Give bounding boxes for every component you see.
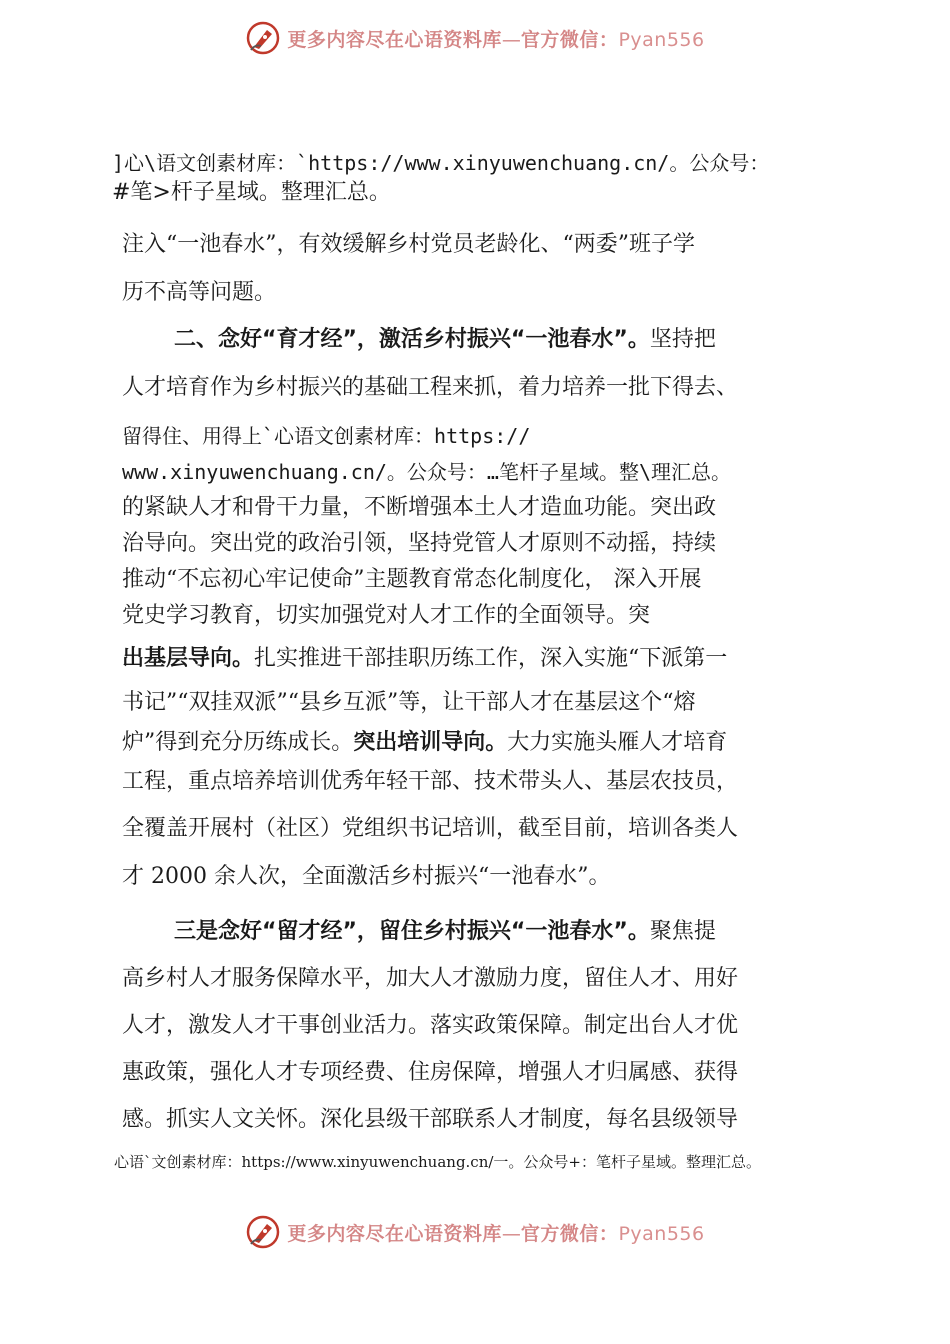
text-line: 留得住、用得上`心语文创素材库：https:// bbox=[122, 424, 531, 448]
banner-text bbox=[287, 25, 704, 52]
banner-separator: — bbox=[501, 1222, 521, 1245]
text-line: www.xinyuwenchuang.cn/。公众号：…笔杆子星域。整\理汇总。 bbox=[122, 460, 731, 484]
pen-nib-logo-icon bbox=[245, 20, 281, 56]
text-line: 书记”“双挂双派”“县乡互派”等，让干部人才在基层这个“熔 bbox=[122, 690, 696, 715]
banner-main-text: 更多内容尽在心语资料库 bbox=[287, 1222, 502, 1245]
text-line: 推动“不忘初心牢记使命”主题教育常态化制度化， 深入开展 bbox=[122, 567, 702, 592]
text-line: 人才培育作为乡村振兴的基础工程来抓，着力培养一批下得去、 bbox=[122, 375, 739, 400]
text-line: 治导向。突出党的政治引领，坚持党管人才原则不动摇，持续 bbox=[122, 531, 717, 556]
text-line: 注入“一池春水”，有效缓解乡村党员老龄化、“两委”班子学 bbox=[122, 232, 695, 257]
banner-text bbox=[287, 1219, 704, 1246]
footer-banner bbox=[0, 1212, 950, 1252]
banner-wechat-label: 官方微信： bbox=[520, 28, 619, 51]
banner-main-text: 更多内容尽在心语资料库 bbox=[287, 28, 502, 51]
pen-nib-logo-icon bbox=[245, 1214, 281, 1250]
text-line: 党史学习教育，切实加强党对人才工作的全面领导。突 bbox=[122, 603, 651, 628]
text-line: 惠政策，强化人才专项经费、住房保障，增强人才归属感、获得 bbox=[122, 1060, 739, 1085]
text-line: ]心\语文创素材库：`https://www.xinyuwenchuang.cn/。公众号： bbox=[112, 151, 770, 175]
text-line: #笔>杆子星域。整理汇总。 bbox=[112, 180, 391, 205]
text-line: 全覆盖开展村（社区）党组织书记培训，截至目前，培训各类人 bbox=[122, 816, 739, 841]
header-banner bbox=[0, 18, 950, 58]
section-heading-3: 三是念好“留才经”，留住乡村振兴“一池春水”。聚焦提 bbox=[174, 919, 716, 944]
banner-wechat-id: Pyan556 bbox=[618, 1222, 705, 1245]
banner-wechat-label: 官方微信： bbox=[520, 1222, 619, 1245]
banner-separator: — bbox=[501, 28, 521, 51]
section-heading-2: 二、念好“育才经”，激活乡村振兴“一池春水”。坚持把 bbox=[174, 327, 716, 352]
footer-note: 心语`文创素材库：https://www.xinyuwenchuang.cn/一。公众号+：笔杆子星域。整理汇总。 bbox=[114, 1153, 761, 1171]
text-line: 人才，激发人才干事创业活力。落实政策保障。制定出台人才优 bbox=[122, 1013, 739, 1038]
text-line: 炉”得到充分历练成长。突出培训导向。大力实施头雁人才培育 bbox=[122, 730, 728, 755]
text-line: 历不高等问题。 bbox=[122, 280, 277, 305]
text-line: 高乡村人才服务保障水平，加大人才激励力度，留住人才、用好 bbox=[122, 966, 739, 991]
text-line: 才 2000 余人次，全面激活乡村振兴“一池春水”。 bbox=[122, 864, 611, 889]
text-line: 感。抓实人文关怀。深化县级干部联系人才制度，每名县级领导 bbox=[122, 1107, 739, 1132]
banner-wechat-id: Pyan556 bbox=[618, 28, 705, 51]
text-line: 工程，重点培养培训优秀年轻干部、技术带头人、基层农技员， bbox=[122, 769, 739, 794]
text-line: 出基层导向。扎实推进干部挂职历练工作，深入实施“下派第一 bbox=[122, 646, 728, 671]
text-line: 的紧缺人才和骨干力量，不断增强本土人才造血功能。突出政 bbox=[122, 495, 717, 520]
